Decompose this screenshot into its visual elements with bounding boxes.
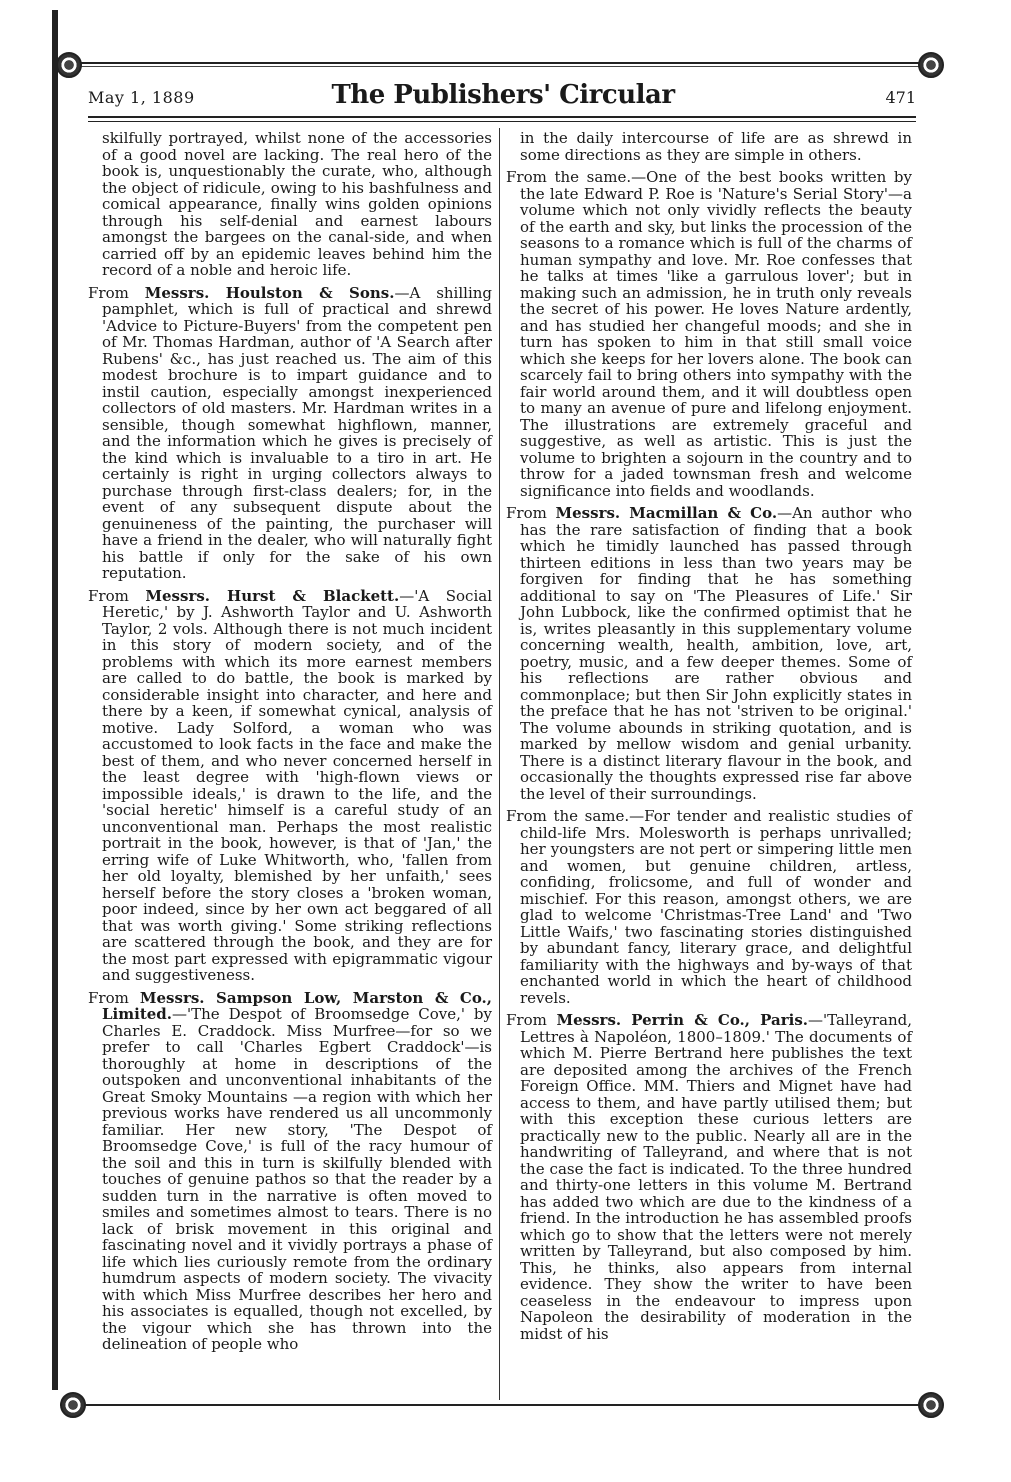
top-rule [60,62,940,64]
header-rule [88,116,916,118]
review-lead: From [88,586,146,605]
bottom-rule [60,1404,940,1406]
corner-ornament-icon [60,1392,86,1418]
header-rule-thin [88,121,916,122]
review-paragraph [88,990,492,1353]
review-text: —'The Despot of Broomsedge Cove,' by Charles E. Craddock. Miss Murfree—for so we prefer to call 'Charles Egbert Craddock'—is thoroughly at home in descriptions of the outspoken and unconventional inhabitants of the Great Smoky Mountains —a region with which her previous works have rendered us all uncommonly familiar. Her new story, 'The Despot of Broomsedge Cove,' is full of the racy humour of the soil and this in turn is skilfully blended with touches of genuine pathos so that the reader by a sudden turn in the narrative is often moved to smiles and sometimes almost to tears. There is no lack of brisk movement in this original and fascinating novel and it vividly portrays a phase of life which lies curiously remote from the ordinary humdrum aspects of modern society. The vivacity with which Miss Murfree describes her hero and his associates is equalled, though not excelled, by the vigour which she has thrown into the delineation of people who [102,1005,492,1353]
column-divider [499,128,500,1400]
corner-ornament-icon [56,52,82,78]
review-lead: From [88,283,145,302]
review-text: —'Talleyrand, Lettres à Napoléon, 1800–1809.' The documents of which M. Pierre Bertrand here publishes the text are deposited among the archives of the French Foreign Office. MM. Thiers and Mignet have had access to them, and have partly utilised them; but with this exception these curious letters are practically new to the public. Nearly all are in the handwriting of Talleyrand, and where that is not the case the fact is indicated. To the three hundred and thirty-one letters in this volume M. Bertrand has added two which are due to the kindness of a friend. In the introduction he has assembled proofs which go to show that the letters were not merely written by Talleyrand, but also composed by him. This, he thinks, also appears from internal evidence. They show the writer to have been ceaseless in the endeavour to impress upon Napoleon the desirability of moderation in the midst of his [520,1011,912,1343]
review-lead: From [506,504,556,522]
review-lead: From [88,988,140,1007]
review-lead: From [506,1011,557,1029]
top-rule-thin [60,66,940,67]
review-text: —An author who has the rare satisfaction of finding that a book which he timidly launched has passed through thirteen editions in less than two years may be forgiven for finding that he has something additional to say on 'The Pleasures of Life.' Sir John Lubbock, like the confirmed optimist that he is, writes pleasantly in this supplementary volume concerning wealth, health, ambition, love, art, poetry, music, and a few deeper themes. Some of his reflections are rather obvious and commonplace; but then Sir John explicitly states in the preface that he has not 'striven to be original.' The volume abounds in striking quotation, and is marked by mellow wisdom and genial urbanity. There is a distinct literary flavour in the book, and occasionally the thoughts expressed rise far above the level of their surroundings. [520,504,912,803]
publisher-name: Messrs. Sampson Low, Marston & Co., Limited. [102,988,493,1023]
review-paragraph [506,505,912,802]
page-left-border [52,10,58,1390]
review-lead: From the same. [506,807,630,825]
page-header [88,80,916,114]
review-text: —A shilling pamphlet, which is full of practical and shrewd 'Advice to Picture-Buyers' from the competent pen of Mr. Thomas Hardman, author of 'A Search after Rubens' &c., has just reached us. The aim of this modest brochure is to impart guidance and to instil caution, especially amongst inexperienced collectors of old masters. Mr. Hardman writes in a sensible, though somewhat highflown, manner, and the information which he gives is precisely of the kind which is invaluable to a tiro in art. He certainly is right in urging collectors always to purchase through first-class dealers; for, in the event of any subsequent dispute about the genuineness of the painting, the purchaser will have a friend in the dealer, who will naturally fight his battle if only for the sake of his own reputation. [102,283,492,582]
publisher-name: Messrs. Macmillan & Co. [555,504,778,522]
publisher-name: Messrs. Hurst & Blackett. [145,586,400,605]
right-column [506,130,912,1348]
review-text: in the daily intercourse of life are as shrewd in some directions as they are simple in others. [520,129,912,164]
review-paragraph [88,285,492,582]
review-paragraph [506,169,912,499]
corner-ornament-icon [918,1392,944,1418]
review-paragraph [88,130,492,279]
publisher-name: Messrs. Houlston & Sons. [144,283,395,302]
review-text: —'A Social Heretic,' by J. Ashworth Taylor and U. Ashworth Taylor, 2 vols. Although there is not much incident in this story of modern society, and of the problems with which its more earnest members are called to do battle, the book is marked by considerable insight into character, and here and there by a keen, if somewhat cynical, analysis of motive. Lady Solford, a woman who was accustomed to look facts in the face and make the best of them, and who never concerned herself in the least degree with 'high-flown views or impossible ideals,' is drawn to the life, and the 'social heretic' himself is a careful study of an unconventional man. Perhaps the most realistic portrait in the book, however, is that of 'Jan,' the erring wife of Luke Whitworth, who, 'fallen from her old loyalty, blemished by her unfaith,' sees herself before the story closes a 'broken woman, poor indeed, since by her own act beggared of all that was worth giving.' Some striking reflections are scattered through the book, and they are for the most part expressed with epigrammatic vigour and suggestiveness. [102,586,492,984]
page-number: 471 [885,88,916,107]
review-text: —For tender and realistic studies of child-life Mrs. Molesworth is perhaps unrivalled; her youngsters are not pert or simpering little men and women, but genuine children, artless, confiding, frolicsome, and full of wonder and mischief. For this reason, amongst others, we are glad to welcome 'Christmas-Tree Land' and 'Two Little Waifs,' two fascinating stories distinguished by abundant fancy, literary grace, and delightful familiarity with the highways and by-ways of that enchanted world in which the heart of childhood revels. [520,807,912,1007]
corner-ornament-icon [918,52,944,78]
review-lead: From the same. [506,168,632,186]
issue-date: May 1, 1889 [88,88,195,107]
review-paragraph [506,130,912,163]
review-text: —One of the best books written by the late Edward P. Roe is 'Nature's Serial Story'—a volume which not only vividly reflects the beauty of the earth and sky, but links the procession of the seasons to a romance which is full of the charms of human sympathy and love. Mr. Roe confesses that he talks at times 'like a garrulous lover'; but in making such an admission, he in truth only reveals the secret of his power. He loves Nature ardently, and has studied her changeful moods; and she in turn has spoken to him in that still small voice which she keeps for her lovers alone. The book can scarcely fail to bring others into sympathy with the fair world around them, and it will doubtless open to many an avenue of pure and lifelong enjoyment. The illustrations are extremely graceful and suggestive, as well as artistic. This is just the volume to brighten a sojourn in the country and to throw for a jaded townsman fresh and welcome significance into fields and woodlands. [520,168,912,500]
review-paragraph [506,1012,912,1342]
masthead-title: The Publishers' Circular [331,80,675,110]
review-paragraph [506,808,912,1006]
review-text: skilfully portrayed, whilst none of the accessories of a good novel are lacking. The real hero of the book is, unquestionably the curate, who, although the object of ridicule, owing to his bashfulness and comical appearance, finally wins golden opinions through his self-denial and earnest labours amongst the bargees on the canal-side, and when carried off by an epidemic leaves behind him the record of a noble and heroic life. [102,129,492,279]
publisher-name: Messrs. Perrin & Co., Paris. [556,1011,808,1029]
left-column [88,130,492,1359]
review-paragraph [88,588,492,984]
